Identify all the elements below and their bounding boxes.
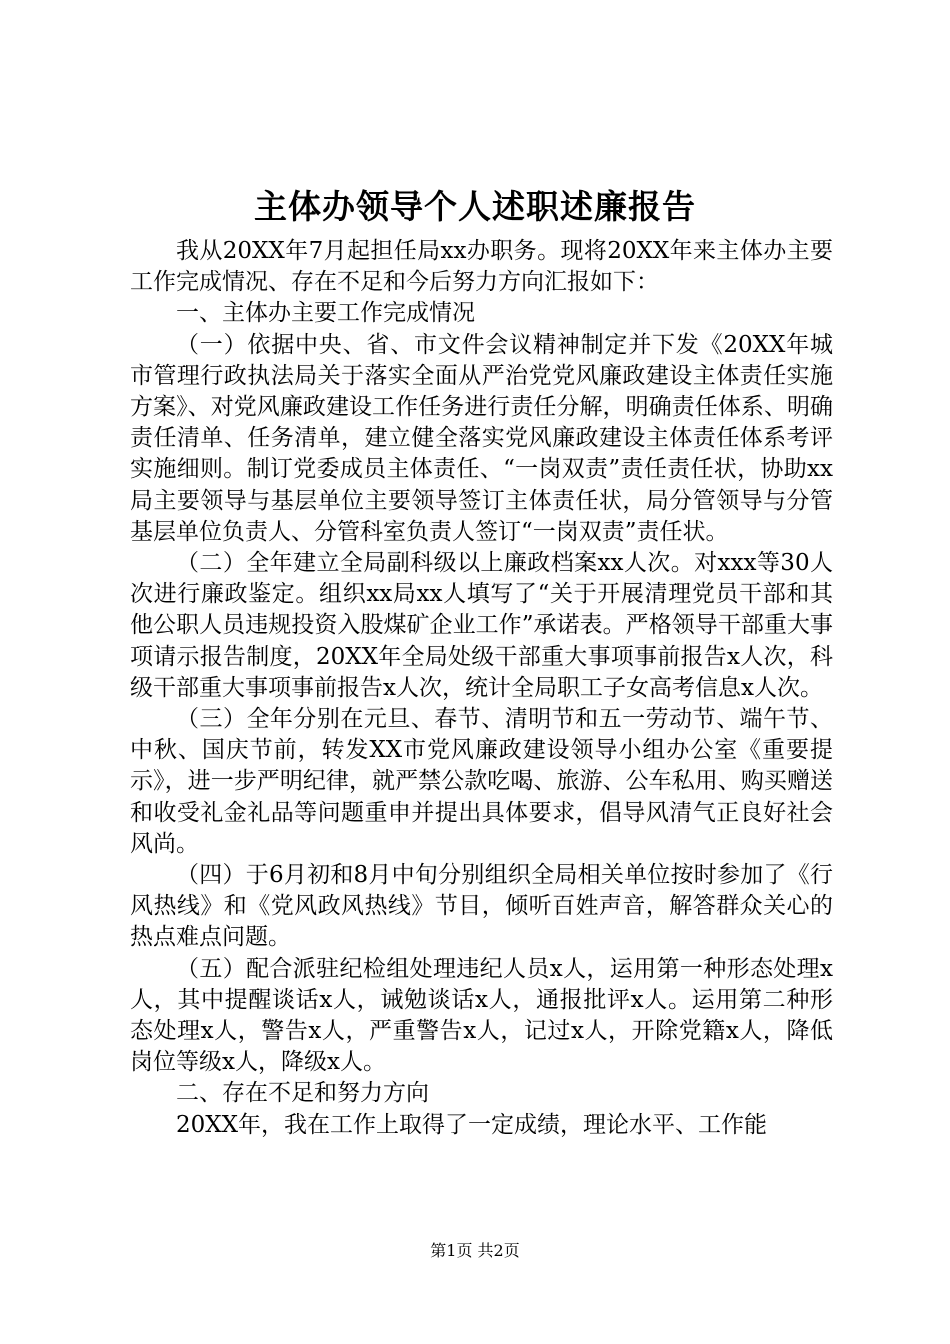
paragraph-section-2-start: 20XX年，我在工作上取得了一定成绩，理论水平、工作能 [176, 1111, 768, 1138]
paragraph-item-5: （五）配合派驻纪检组处理违纪人员x人，运用第一种形态处理x人，其中提醒谈话x人，诫勉谈话x人，通报批评x人。运用第二种形态处理x人，警告x人，严重警告x人，记过x人，开除党籍x人，降低岗位等级x人，降级x人。 [130, 955, 833, 1076]
intro-paragraph: 我从20XX年7月起担任局xx办职务。现将20XX年来主体办主要工作完成情况、存在不足和今后努力方向汇报如下： [130, 238, 833, 296]
section-heading-1: 一、主体办主要工作完成情况 [176, 300, 475, 327]
document-body [130, 236, 833, 1141]
page-number-footer: 第1页 共2页 [430, 1241, 520, 1260]
paragraph-item-2: （二）全年建立全局副科级以上廉政档案xx人次。对xxx等30人次进行廉政鉴定。组织xx局xx人填写了“关于开展清理党员干部和其他公职人员违规投资入股煤矿企业工作”承诺表。严格领导干部重大事项请示报告制度，20XX年全局处级干部重大事项事前报告x人次，科级干部重大事项事前报告x人次，统计全局职工子女高考信息x人次。 [130, 550, 833, 701]
paragraph-item-4: （四）于6月初和8月中旬分别组织全局相关单位按时参加了《行风热线》和《党风政风热线》节目，倾听百姓声音，解答群众关心的热点难点问题。 [130, 862, 833, 951]
document-title: 主体办领导个人述职述廉报告 [254, 187, 696, 226]
paragraph-item-3: （三）全年分别在元旦、春节、清明节和五一劳动节、端午节、中秋、国庆节前，转发XX市党风廉政建设领导小组办公室《重要提示》，进一步严明纪律，就严禁公款吃喝、旅游、公车私用、购买赠送和收受礼金礼品等问题重申并提出具体要求，倡导风清气正良好社会风尚。 [130, 706, 833, 857]
paragraph-item-1: （一）依据中央、省、市文件会议精神制定并下发《20XX年城市管理行政执法局关于落实全面从严治党党风廉政建设主体责任实施方案》、对党风廉政建设工作任务进行责任分解，明确责任体系、明确责任清单、任务清单，建立健全落实党风廉政建设主体责任体系考评实施细则。制订党委成员主体责任、“一岗双责”责任责任状，协助xx局主要领导与基层单位主要领导签订主体责任状，局分管领导与分管基层单位负责人、分管科室负责人签订“一岗双责”责任状。 [130, 331, 833, 545]
section-heading-2: 二、存在不足和努力方向 [176, 1080, 429, 1107]
